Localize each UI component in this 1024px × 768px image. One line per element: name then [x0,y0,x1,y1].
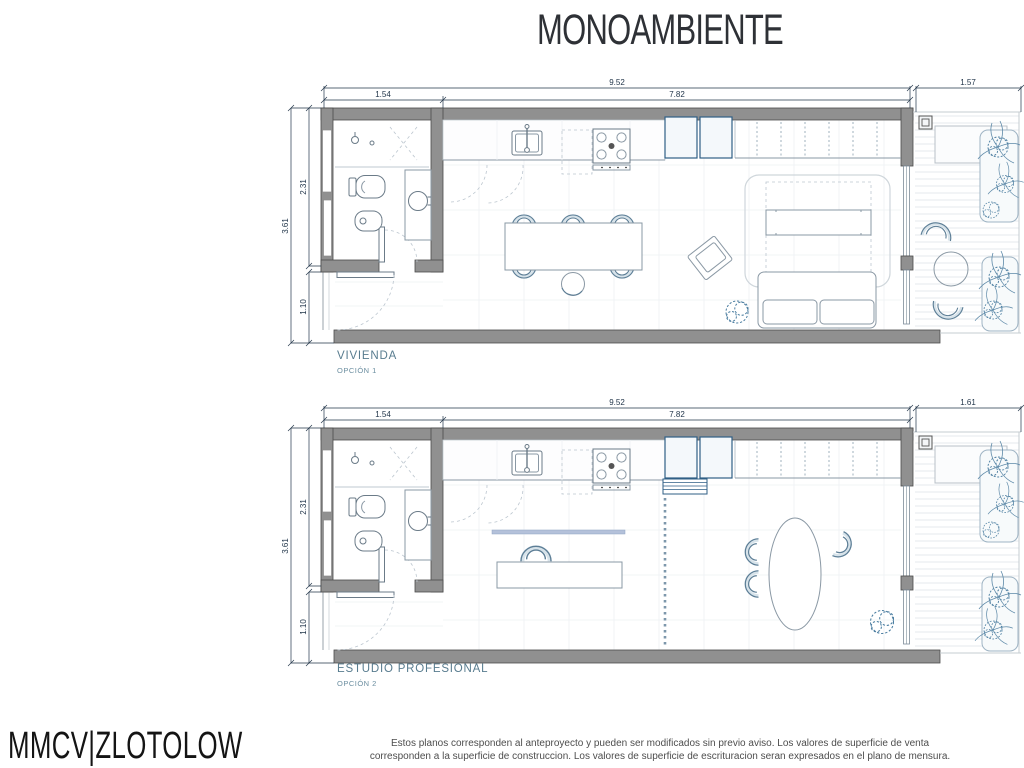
dim-height-bath: 2.31 [299,499,308,515]
wall-shelf [492,530,625,534]
dim-width-total: 9.52 [609,398,625,407]
dim-width-balcony: 1.61 [960,398,976,407]
dim-height-bath: 2.31 [299,179,308,195]
plant [726,301,748,323]
dining-table-set [505,215,642,296]
plant [871,611,894,634]
disclaimer-line1: Estos planos corresponden al anteproyecto y pueden ser modificados sin previo aviso. Los valores de superficie de venta [390,738,930,749]
meeting-area [745,518,893,634]
coffee-table [766,210,871,235]
balcony [913,432,1024,653]
dim-height-total: 3.61 [281,538,290,554]
disclaimer [340,737,980,763]
plan1-label: VIVIENDA [337,350,398,362]
dim-height-entry: 1.10 [299,619,308,635]
dim-height-total: 3.61 [281,218,290,234]
balcony [913,112,1024,333]
dim-width-bath: 1.54 [375,410,391,419]
sheet-title: MONOAMBIENTE [537,6,783,54]
sofa [758,272,876,328]
dim-width-main: 7.82 [669,410,685,419]
armchair [687,236,732,281]
dim-width-main: 7.82 [669,90,685,99]
plan2-option: OPCIÓN 2 [337,679,377,688]
floor-plan-vivienda [279,72,1024,382]
dim-width-bath: 1.54 [375,90,391,99]
studio-logo: MMCV|ZLOTOLOW [8,725,243,767]
living-room [687,175,890,328]
meeting-table [769,518,821,630]
desk [497,562,622,588]
bathroom [321,127,443,330]
plan2-label: ESTUDIO PROFESIONAL [337,663,489,675]
floor-plan-estudio [279,392,1024,702]
shelf-unit [663,479,707,494]
dim-width-balcony: 1.57 [960,78,976,87]
dim-width-total: 9.52 [609,78,625,87]
dim-height-entry: 1.10 [299,299,308,315]
bathroom [321,447,443,650]
disclaimer-line2: corresponden a la superficie de construccion. Los valores de superficie de escrituracion seran expresados en el plano de mensura. [369,751,951,762]
kitchen [443,117,901,203]
plan1-option: OPCIÓN 1 [337,366,377,375]
